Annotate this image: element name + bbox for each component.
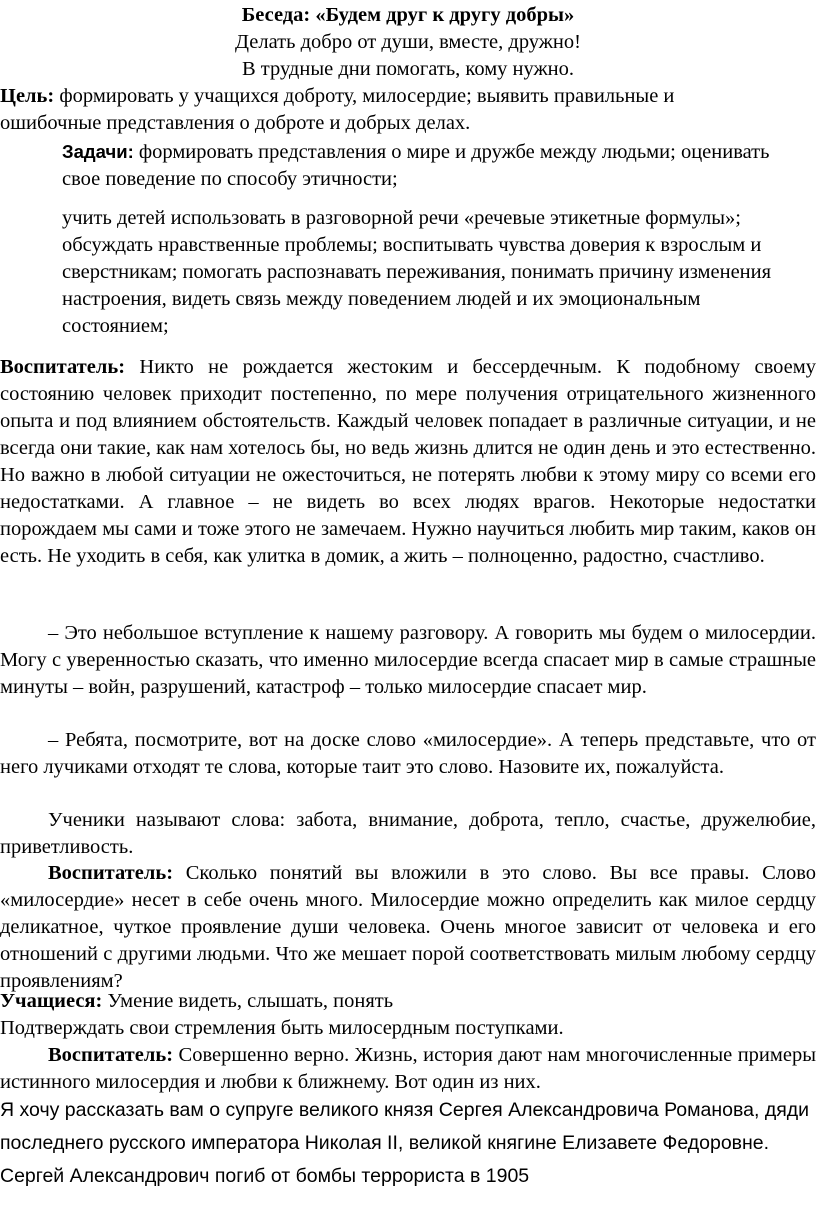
goal-text: формировать у учащихся доброту, милосердие; выявить правильные и ошибочные представления о доброте и добрых делах.: [0, 85, 675, 134]
story-paragraph: Я хочу рассказать вам о супруге великого князя Сергея Александровича Романова, дяди последнего русского императора Николая II, великой княгине Елизавете Федоровне. Сергей Александрович погиб от бомбы террориста в 1905: [0, 1099, 810, 1187]
tasks-paragraph-2: учить детей использовать в разговорной речи «речевые этикетные формулы»; обсуждать нравственные проблемы; воспитывать чувства доверия к взрослым и сверстникам; помогать распознавать переживания, понимать причину изменения настроения, видеть связь между поведением людей и их эмоциональным состоянием;: [62, 207, 772, 337]
tasks-paragraph: [62, 138, 802, 193]
students-answer-line-2: Подтверждать свои стремления быть милосердным поступками.: [0, 1017, 564, 1039]
teacher-paragraph-5: Воспитатель: Совершенно верно. Жизнь, история дают нам многочисленные примеры истинного милосердия и любви к ближнему. Вот один из них.: [0, 1044, 816, 1093]
teacher-paragraph-2: – Это небольшое вступление к нашему разговору. А говорить мы будем о милосердии. Могу с уверенностью сказать, что именно милосердие всегда спасает мир в самые страшные минуты – войн, разрушений, катастроф – только милосердие спасает мир.: [0, 622, 816, 698]
document-title: Беседа: «Будем друг к другу добры»: [241, 4, 575, 26]
goal-label: Цель:: [0, 85, 55, 107]
speaker-label: Воспитатель:: [48, 1044, 174, 1066]
teacher-paragraph-3: – Ребята, посмотрите, вот на доске слово «милосердие». А теперь представьте, что от него лучиками отходят те слова, которые таит это слово. Назовите их, пожалуйста.: [0, 729, 816, 778]
students-answer-paragraph: Учащиеся: Умение видеть, слышать, понять: [0, 990, 394, 1012]
speaker-label: Учащиеся:: [0, 990, 103, 1012]
speaker-label: Воспитатель:: [0, 356, 126, 378]
epigraph-line-1: Делать добро от души, вместе, дружно!: [235, 31, 581, 53]
epigraph-line-2: В трудные дни помогать, кому нужно.: [241, 58, 574, 80]
goal-paragraph: [0, 83, 770, 137]
tasks-label: Задачи:: [62, 141, 134, 162]
tasks-text-1: формировать представления о мире и дружбе между людьми; оценивать свое поведение по способу этичности;: [62, 141, 770, 190]
teacher-paragraph-1: Воспитатель: Никто не рождается жестоким и бессердечным. К подобному своему состоянию человек приходит постепенно, по мере получения отрицательного жизненного опыта и под влиянием обстоятельств. Каждый человек попадает в различные ситуации, и не всегда они такие, как нам хотелось бы, но ведь жизнь длится не один день и это естественно. Но важно в любой ситуации не ожесточиться, не потерять любви к этому миру со всеми его недостатками. А главное – не видеть во всех людях врагов. Некоторые недостатки порождаем мы сами и тоже этого не замечаем. Нужно научиться любить мир таким, каков он есть. Не уходить в себя, как улитка в домик, а жить – полноценно, радостно, счастливо.: [0, 356, 816, 567]
students-words-paragraph: Ученики называют слова: забота, внимание, доброта, тепло, счастье, дружелюбие, приветливость.: [0, 809, 816, 858]
speaker-label: Воспитатель:: [48, 862, 174, 884]
teacher-paragraph-4: Воспитатель: Сколько понятий вы вложили в это слово. Вы все правы. Слово «милосердие» несет в себе очень много. Милосердие можно определить как милое сердцу деликатное, чуткое проявление души человека. Очень многое зависит от человека и его отношений с другими людьми. Что же мешает порой соответствовать милым любому сердцу проявлениям?: [0, 862, 816, 992]
